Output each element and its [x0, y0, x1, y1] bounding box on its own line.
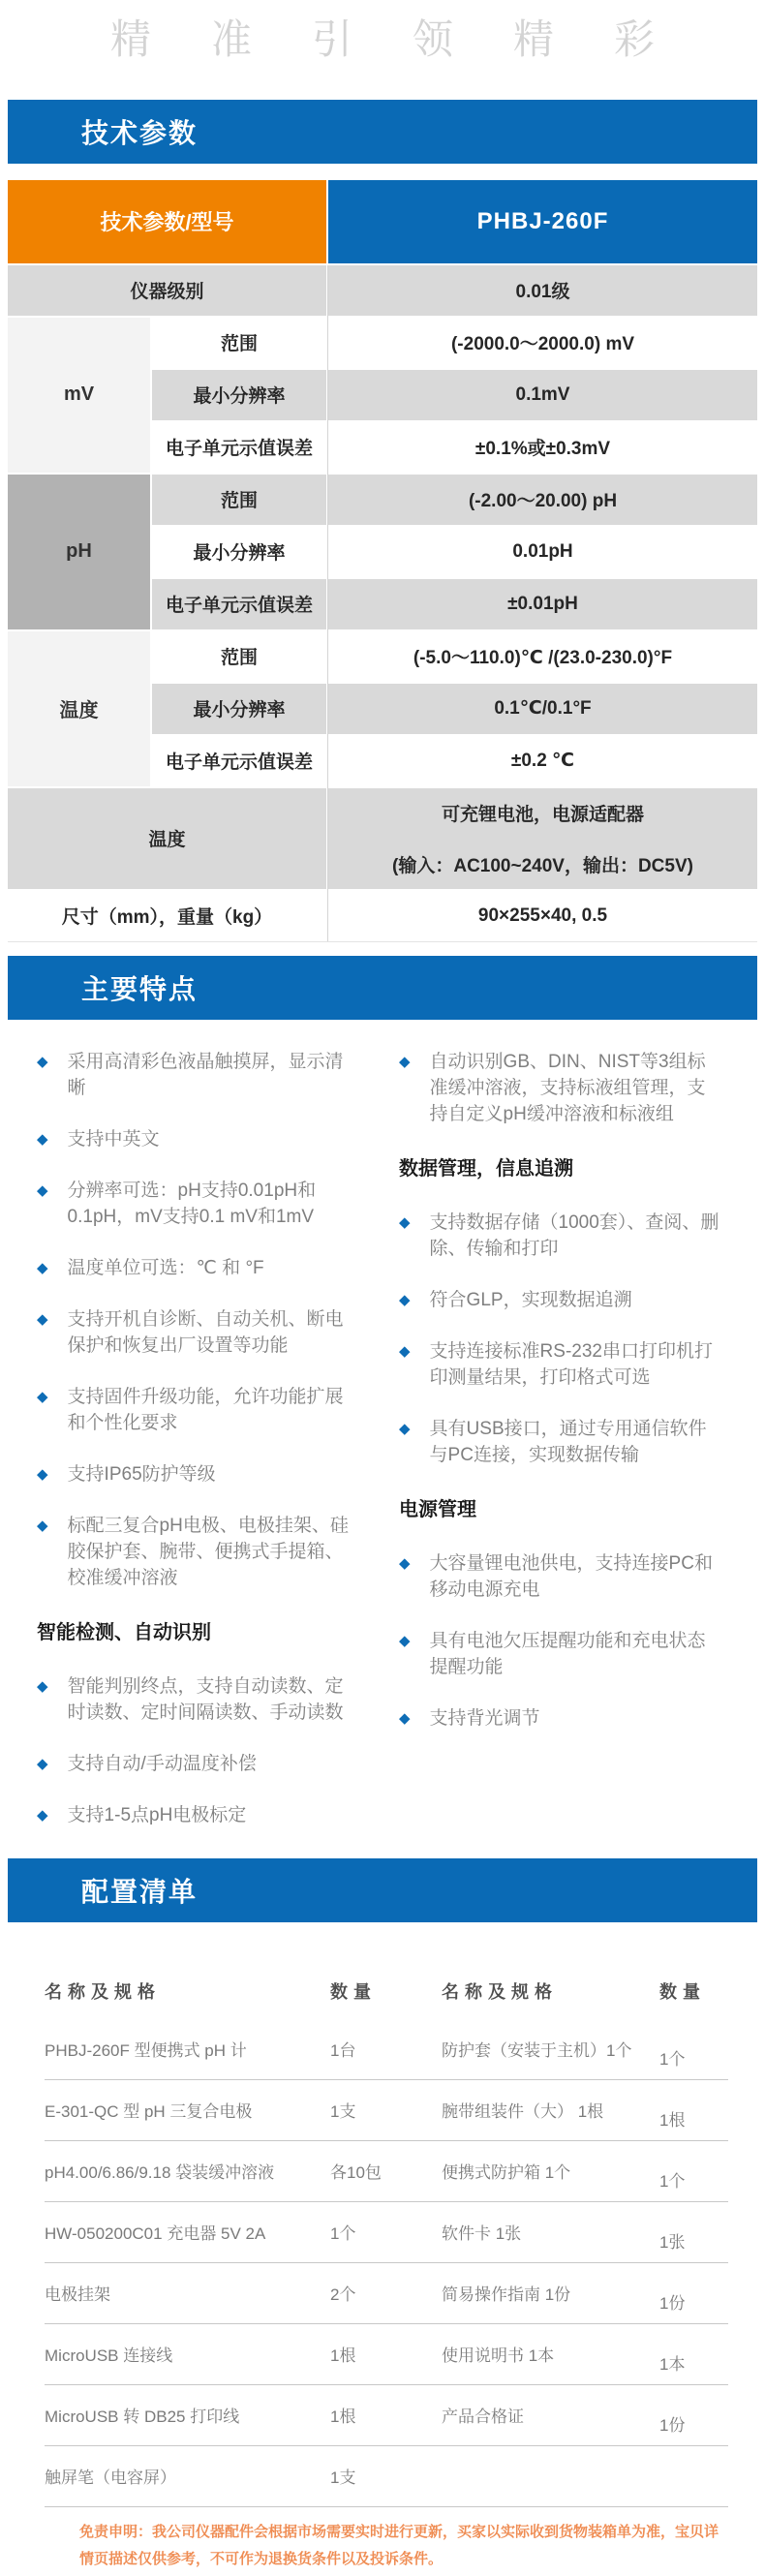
feature-text: 具有电池欠压提醒功能和充电状态提醒功能	[429, 1630, 706, 1677]
feature-item	[37, 1306, 360, 1359]
spec-level-label: 仪器级别	[8, 265, 326, 316]
packing-row	[45, 2385, 728, 2446]
packing-item-name-2: 便携式防护箱 1个	[442, 2163, 571, 2183]
spec-power-label: 温度	[8, 788, 326, 889]
feature-text: 智能判别终点，支持自动读数、定时读数、定时间隔读数、手动读数	[67, 1675, 344, 1723]
feature-item	[37, 1178, 360, 1230]
section-header-specs	[8, 100, 757, 164]
spec-row-label: 最小分辨率	[152, 370, 326, 420]
feature-item	[399, 1287, 722, 1313]
spec-row-label: 范围	[152, 475, 326, 525]
packing-item-name: pH4.00/6.86/9.18 袋装缓冲溶液	[45, 2163, 275, 2183]
packing-item-name: 电极挂架	[45, 2285, 110, 2305]
feature-text: 支持背光调节	[429, 1707, 540, 1729]
spec-table	[8, 180, 757, 942]
feature-text: 支持数据存储（1000套）、查阅、删除、传输和打印	[429, 1211, 719, 1259]
packing-item-qty: 1支	[330, 2102, 356, 2122]
diamond-bullet-icon: ◆	[37, 1130, 48, 1148]
spec-group-label: pH	[8, 475, 150, 629]
packing-item-qty: 1台	[330, 2041, 356, 2061]
packing-item-qty: 1支	[330, 2469, 356, 2488]
packing-item-qty-2: 1张	[659, 2233, 686, 2253]
packing-item-name: PHBJ-260F 型便携式 pH 计	[45, 2041, 247, 2061]
feature-item	[37, 1802, 360, 1828]
spec-row-value: (-2000.0～2000.0) mV	[328, 318, 757, 368]
spec-row-label: 范围	[152, 318, 326, 368]
feature-text: 分辨率可选：pH支持0.01pH和0.1pH，mV支持0.1 mV和1mV	[67, 1180, 317, 1227]
spec-header-param: 技术参数/型号	[8, 180, 326, 263]
packing-table	[45, 2019, 728, 2507]
packing-item-name-2: 防护套（安装于主机）1个	[442, 2041, 632, 2061]
feature-item	[37, 1461, 360, 1487]
feature-text: 支持固件升级功能，允许功能扩展和个性化要求	[67, 1386, 344, 1433]
spec-header-model: PHBJ-260F	[328, 180, 757, 263]
diamond-bullet-icon: ◆	[399, 1709, 411, 1727]
diamond-bullet-icon: ◆	[37, 1053, 48, 1070]
feature-item	[399, 1210, 722, 1262]
spec-row-label: 最小分辨率	[152, 684, 326, 734]
diamond-bullet-icon: ◆	[37, 1517, 48, 1534]
packing-item-qty-2: 1个	[659, 2172, 686, 2192]
spec-row-label: 最小分辨率	[152, 527, 326, 577]
diamond-bullet-icon: ◆	[399, 1213, 411, 1231]
spec-size-value: 90×255×40, 0.5	[328, 891, 757, 941]
feature-heading: 智能检测、自动识别	[37, 1621, 211, 1643]
feature-text: 大容量锂电池供电，支持连接PC和移动电源充电	[429, 1552, 713, 1600]
feature-item	[37, 1255, 360, 1281]
spec-level-value: 0.01级	[328, 265, 757, 316]
packing-item-name-2: 腕带组装件（大） 1根	[442, 2102, 604, 2122]
feature-text: 支持IP65防护等级	[67, 1463, 216, 1485]
packing-header-qty: 数量	[330, 1981, 377, 2002]
feature-item	[399, 1416, 722, 1468]
packing-item-qty: 1根	[330, 2407, 356, 2427]
section-title-features: 主要特点	[81, 973, 199, 1004]
features-left	[37, 1049, 360, 1858]
packing-header-name2: 名称及规格	[442, 1981, 558, 2002]
packing-row	[45, 2446, 728, 2507]
feature-heading: 电源管理	[399, 1498, 476, 1520]
diamond-bullet-icon: ◆	[37, 1806, 48, 1824]
feature-item	[37, 1049, 360, 1101]
packing-item-qty: 1个	[330, 2224, 356, 2244]
packing-item-qty: 2个	[330, 2285, 356, 2305]
spec-row-label: 电子单元示值误差	[152, 422, 326, 473]
packing-row	[45, 2141, 728, 2202]
spec-row-label: 电子单元示值误差	[152, 736, 326, 786]
feature-text: 具有USB接口，通过专用通信软件与PC连接，实现数据传输	[429, 1418, 707, 1465]
section-header-packing	[8, 1858, 757, 1922]
packing-row	[45, 2202, 728, 2263]
feature-item	[399, 1049, 722, 1127]
diamond-bullet-icon: ◆	[37, 1755, 48, 1772]
diamond-bullet-icon: ◆	[37, 1310, 48, 1328]
feature-item	[37, 1751, 360, 1777]
diamond-bullet-icon: ◆	[399, 1053, 411, 1070]
feature-item	[399, 1550, 722, 1603]
packing-item-qty-2: 1份	[659, 2294, 686, 2314]
packing-row	[45, 2019, 728, 2080]
packing-item-qty-2: 1根	[659, 2111, 686, 2131]
packing-item-qty: 1根	[330, 2346, 356, 2366]
feature-item	[399, 1705, 722, 1732]
spec-row-value: 0.01pH	[328, 527, 757, 577]
spec-power-value	[328, 788, 757, 889]
features-section	[8, 1020, 757, 1858]
packing-item-name: E-301-QC 型 pH 三复合电极	[45, 2102, 253, 2122]
diamond-bullet-icon: ◆	[37, 1465, 48, 1483]
watermark-slogan: 精准引领精彩	[109, 16, 715, 62]
spec-group-label: 温度	[8, 631, 150, 786]
diamond-bullet-icon: ◆	[399, 1632, 411, 1649]
diamond-bullet-icon: ◆	[37, 1388, 48, 1405]
feature-item	[37, 1126, 360, 1152]
spec-power-line1: 可充锂电池，电源适配器	[441, 804, 644, 825]
feature-text: 符合GLP，实现数据追溯	[429, 1289, 632, 1310]
feature-text: 标配三复合pH电极、电极挂架、硅胶保护套、腕带、便携式手提箱、校准缓冲溶液	[67, 1515, 349, 1588]
feature-item	[37, 1384, 360, 1436]
section-header-features	[8, 956, 757, 1020]
diamond-bullet-icon: ◆	[399, 1420, 411, 1437]
packing-row	[45, 2263, 728, 2324]
packing-row	[45, 2080, 728, 2141]
spec-power-line2: (输入：AC100~240V，输出：DC5V)	[392, 855, 693, 876]
feature-text: 支持1-5点pH电极标定	[67, 1804, 247, 1825]
packing-header-name: 名称及规格	[45, 1981, 161, 2002]
disclaimer-text: 免责申明：我公司仪器配件会根据市场需要实时进行更新，买家以实际收到货物装箱单为准，宝贝详情页描述仅供参考，不可作为退换货条件以及投诉条件。	[79, 2523, 719, 2567]
feature-text: 支持连接标准RS-232串口打印机打印测量结果，打印格式可选	[429, 1340, 713, 1388]
diamond-bullet-icon: ◆	[37, 1181, 48, 1199]
spec-row-value: 0.1mV	[328, 370, 757, 420]
packing-item-qty-2: 1本	[659, 2355, 686, 2375]
feature-item	[399, 1338, 722, 1391]
packing-item-name-2: 软件卡 1张	[442, 2224, 522, 2244]
diamond-bullet-icon: ◆	[399, 1554, 411, 1572]
spec-row-label: 范围	[152, 631, 326, 682]
packing-header-row	[45, 1963, 728, 2019]
feature-item	[399, 1628, 722, 1680]
diamond-bullet-icon: ◆	[399, 1342, 411, 1360]
feature-text: 支持自动/手动温度补偿	[67, 1753, 257, 1774]
feature-text: 支持中英文	[67, 1128, 160, 1150]
packing-item-qty: 各10包	[330, 2163, 382, 2183]
packing-item-name: MicroUSB 转 DB25 打印线	[45, 2407, 240, 2427]
spec-row-value: 0.1℃/0.1°F	[328, 684, 757, 734]
section-title-packing: 配置清单	[81, 1876, 199, 1907]
spec-row-label: 电子单元示值误差	[152, 579, 326, 629]
spec-group-label: mV	[8, 318, 150, 473]
feature-item	[37, 1513, 360, 1591]
packing-header-qty2: 数量	[659, 1981, 706, 2002]
diamond-bullet-icon: ◆	[37, 1677, 48, 1695]
packing-item-name: MicroUSB 连接线	[45, 2346, 173, 2366]
packing-item-name-2: 产品合格证	[442, 2407, 524, 2427]
features-right	[399, 1049, 722, 1858]
packing-item-name: HW-050200C01 充电器 5V 2A	[45, 2224, 266, 2244]
packing-item-name-2: 使用说明书 1本	[442, 2346, 555, 2366]
diamond-bullet-icon: ◆	[399, 1291, 411, 1308]
spec-row-value: (-2.00～20.00) pH	[328, 475, 757, 525]
feature-text: 自动识别GB、DIN、NIST等3组标准缓冲溶液，支持标液组管理，支持自定义pH缓冲溶液和标液组	[429, 1051, 706, 1124]
feature-heading: 数据管理，信息追溯	[399, 1157, 573, 1180]
spec-row-value: ±0.2 ℃	[328, 736, 757, 786]
feature-text: 温度单位可选：℃ 和 °F	[67, 1257, 264, 1278]
feature-text: 采用高清彩色液晶触摸屏，显示清晰	[67, 1051, 344, 1098]
section-title-specs: 技术参数	[81, 117, 199, 148]
packing-item-qty-2: 1份	[659, 2416, 686, 2436]
packing-item-name: 触屏笔（电容屏）	[45, 2469, 176, 2488]
spec-size-label: 尺寸（mm），重量（kg）	[8, 891, 326, 941]
spec-row-value: ±0.1%或±0.3mV	[328, 422, 757, 473]
packing-item-qty-2: 1个	[659, 2050, 686, 2070]
packing-item-name-2: 简易操作指南 1份	[442, 2285, 571, 2305]
spec-row-value: ±0.01pH	[328, 579, 757, 629]
packing-row	[45, 2324, 728, 2385]
spec-row-value: (-5.0～110.0)℃ /(23.0-230.0)°F	[328, 631, 757, 682]
packing-section	[8, 1922, 757, 2507]
diamond-bullet-icon: ◆	[37, 1259, 48, 1276]
feature-text: 支持开机自诊断、自动关机、断电保护和恢复出厂设置等功能	[67, 1308, 344, 1356]
feature-item	[37, 1673, 360, 1726]
